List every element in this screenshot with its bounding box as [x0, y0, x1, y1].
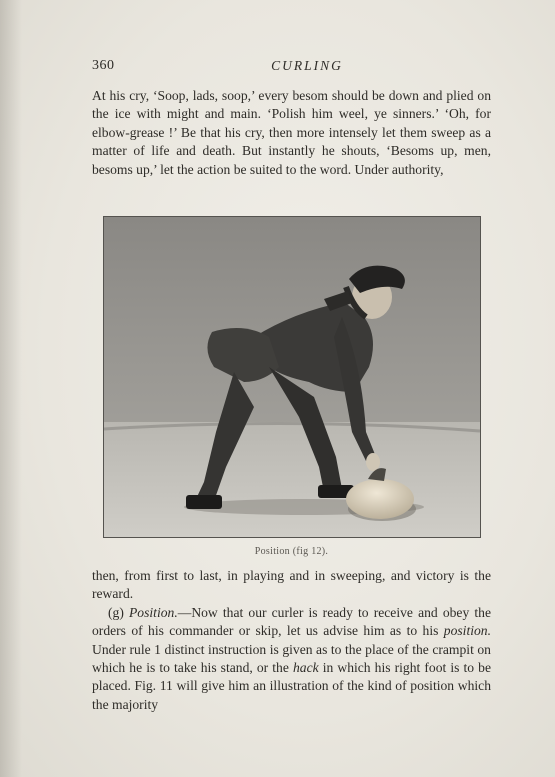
bottom-paragraphs: [92, 567, 491, 714]
gutter-shadow: [0, 0, 22, 777]
top-paragraph-text: At his cry, ‘Soop, lads, soop,’ every besom should be down and plied on the ice with might and main. ‘Polish him weel, ye sinners.’ ‘Oh, for elbow-grease !’ Be that his cry, then more intensely let them sweep as a matter of life and death. But instantly he shouts, ‘Besoms up, men, besoms up,’ let the action be suited to the word. Under authority,: [92, 88, 491, 177]
curling-stone: [346, 479, 414, 519]
page-number: 360: [92, 58, 115, 73]
figure-photo: [103, 216, 481, 538]
hack-word: hack: [292, 660, 319, 676]
section-title: Position.: [129, 604, 178, 620]
section-body-4: in which his right foot is to be placed. Fig. 11 will give him an illustration of the kind of position which the majority: [92, 660, 491, 712]
continuation-paragraph: then, from first to last, in playing and in sweeping, and victory is the reward.: [92, 568, 491, 602]
page-header: [92, 58, 492, 76]
section-body-2: Under rule: [92, 641, 151, 657]
running-head: CURLING: [271, 58, 343, 73]
section-label: (g): [108, 604, 124, 620]
position-word: position.: [443, 623, 491, 639]
figure-caption: Position (fig 12).: [254, 546, 329, 557]
photo-floor: [104, 422, 480, 537]
top-paragraph: [92, 87, 491, 179]
curler-photo-illustration: [104, 217, 480, 537]
position-paragraph: [92, 604, 491, 714]
section-body-3: distinct instruction is given as to the place of the crampit on which he is to take his stand, or the: [92, 641, 491, 676]
rule-number: 1: [154, 641, 161, 657]
section-body: —Now that our curler is ready to receive and obey the orders of his commander or skip, let us advise him as to his: [92, 604, 491, 639]
